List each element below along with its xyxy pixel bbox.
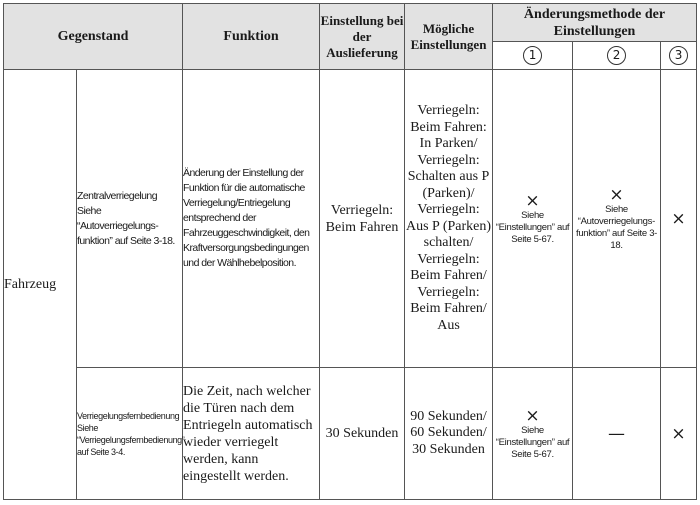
row-subitem: Zentralverriegelung Siehe “Autoverriegelungsfunktion” auf Seite 3-18.	[77, 70, 183, 368]
table-row	[4, 70, 697, 368]
method-1-number: 1	[523, 46, 542, 65]
row-method-3	[661, 368, 697, 500]
row-method-1	[493, 70, 573, 368]
group-label: Fahrzeug	[4, 70, 77, 500]
header-method-3	[661, 42, 697, 70]
header-item: Gegenstand	[4, 4, 183, 70]
header-method-1	[493, 42, 573, 70]
row-possible-settings: Verriegeln: Beim Fahren: In Parken/ Verriegeln: Schalten aus P (Parken)/ Verriegeln: Aus P (Parken) schalten/ Verriegeln: Beim Fahren/ Verriegeln: Beim Fahren/ Aus	[405, 70, 493, 368]
header-change-method: Änderungsmethode der Einstellungen	[493, 4, 697, 42]
row-method-3	[661, 70, 697, 368]
row-possible-settings: 90 Sekunden/ 60 Sekunden/ 30 Sekunden	[405, 368, 493, 500]
cross-mark-icon: ×	[671, 423, 686, 444]
row-function: Die Zeit, nach welcher die Türen nach dem Entriegeln automatisch wieder verriegelt werden, kann eingestellt werden.	[183, 368, 320, 500]
header-function: Funktion	[183, 4, 320, 70]
cross-mark-icon: ×	[525, 190, 540, 211]
cross-mark-icon: ×	[609, 184, 624, 205]
method-2-note: Siehe “Autoverriegelungsfunktion” auf Seite 3-18.	[575, 203, 658, 251]
header-method-2	[573, 42, 661, 70]
row-method-1	[493, 368, 573, 500]
row-method-2	[573, 70, 661, 368]
method-3-number: 3	[669, 46, 688, 65]
settings-table	[3, 3, 697, 500]
table-row	[4, 368, 697, 500]
header-factory-setting: Einstellung bei der Auslieferung	[320, 4, 405, 70]
row-function: Änderung der Einstellung der Funktion für die automatische Verriegelung/Entriegelung entsprechend der Fahrzeuggeschwindigkeit, den Kraftversorgungsbedingungen und der Wählhebelposition.	[183, 70, 320, 368]
cross-mark-icon: ×	[671, 208, 686, 229]
row-default-setting: Verriegeln: Beim Fahren	[320, 70, 405, 368]
method-1-note: Siehe “Einstellungen” auf Seite 5-67.	[495, 209, 570, 245]
row-default-setting: 30 Sekunden	[320, 368, 405, 500]
cross-mark-icon: ×	[525, 405, 540, 426]
method-2-number: 2	[607, 46, 626, 65]
method-1-note: Siehe “Einstellungen” auf Seite 5-67.	[495, 424, 570, 460]
header-possible-settings: Mögliche Einstellungen	[405, 4, 493, 70]
dash-mark-icon: —	[608, 423, 626, 444]
row-subitem: Verriegelungsfernbedienung Siehe “Verriegelungsfernbedienung” auf Seite 3-4.	[77, 368, 183, 500]
row-method-2	[573, 368, 661, 500]
